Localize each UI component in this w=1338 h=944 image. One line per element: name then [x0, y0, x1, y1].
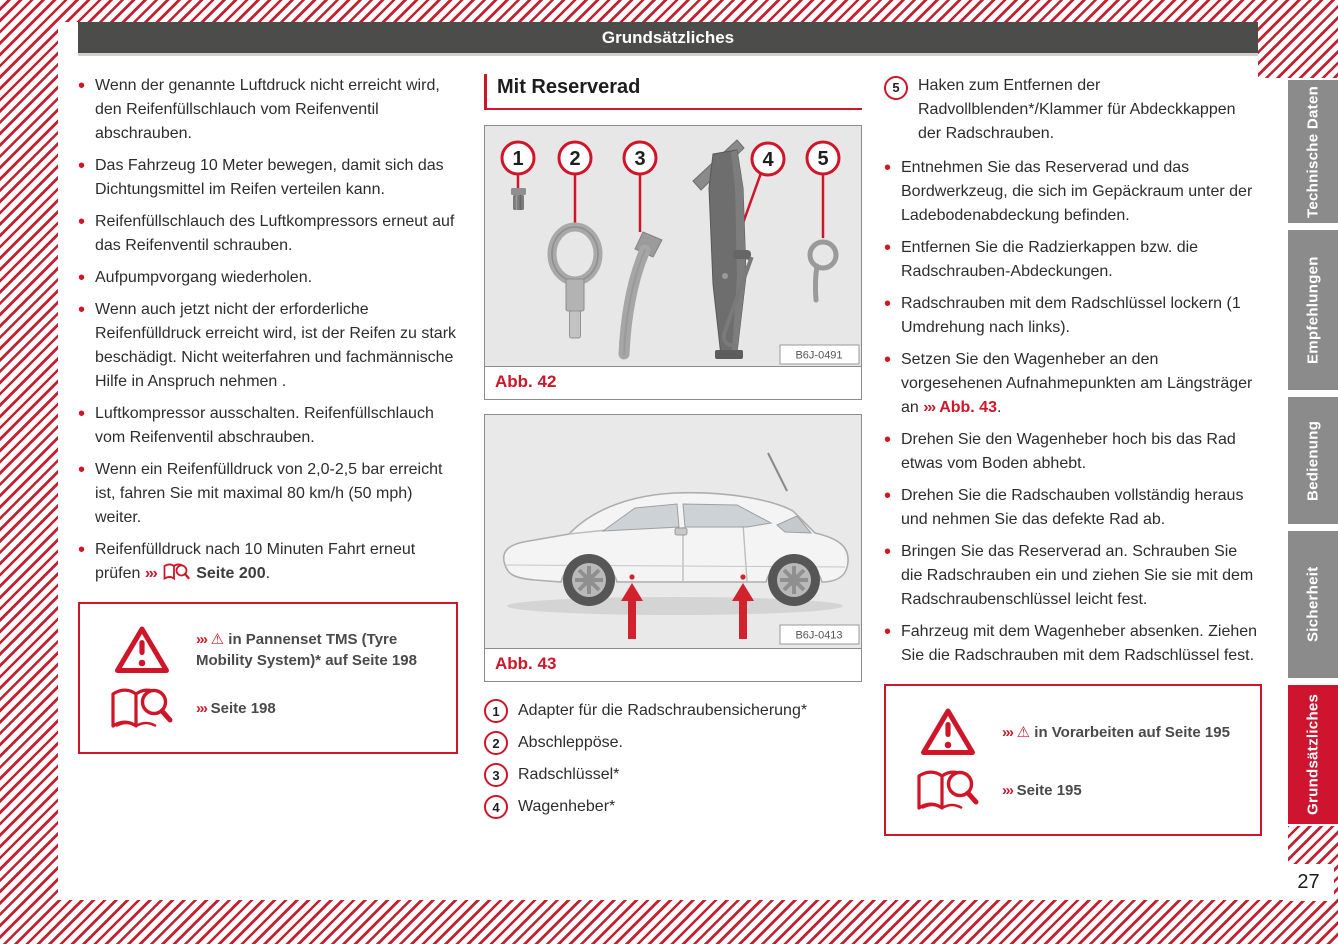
- page-reference-label: Seite 198: [210, 699, 276, 717]
- reference-chevrons: ›››: [196, 631, 207, 648]
- instruction-bullet: • Fahrzeug mit dem Wagenheber absenken. Ziehen Sie die Radschrauben mit dem Radschlüssel fest.: [884, 620, 1262, 668]
- legend-item: [484, 731, 862, 755]
- middle-column: [484, 74, 862, 827]
- right-column: [884, 74, 1262, 836]
- svg-text:3: 3: [634, 148, 646, 170]
- legend-number: 2: [484, 731, 508, 755]
- legend-item: [484, 699, 862, 723]
- page-reference-link[interactable]: Seite 200: [196, 565, 266, 582]
- figure-43: [484, 414, 862, 682]
- booklet-row: [88, 684, 448, 732]
- legend-number: 5: [884, 76, 908, 100]
- legend-item: [484, 795, 862, 819]
- warning-reference-box: [78, 602, 458, 754]
- instruction-bullet-with-reference: [884, 348, 1262, 420]
- warning-triangle-icon: [919, 706, 977, 758]
- warning-icon-cell: [88, 624, 196, 676]
- legend-item: [484, 763, 862, 787]
- warning-reference-text[interactable]: [196, 629, 448, 671]
- svg-text:5: 5: [817, 148, 829, 170]
- legend-label: Radschlüssel*: [518, 766, 620, 783]
- svg-text:4: 4: [762, 149, 774, 171]
- content-right-margin: [1258, 78, 1288, 900]
- reference-chevrons: ›››: [144, 565, 157, 582]
- inline-warning-icon: ⚠: [1016, 723, 1031, 741]
- tab-empfehlungen[interactable]: Empfehlungen: [1288, 230, 1338, 390]
- instruction-bullet: • Wenn auch jetzt nicht der erforderliche Reifenfülldruck erreicht wird, ist der Reifen zu stark beschädigt. Nicht weiterfahren und fachmännische Hilfe in Anspruch nehmen .: [78, 298, 458, 394]
- book-magnifier-icon: [915, 766, 981, 814]
- warning-row: [88, 624, 448, 676]
- reference-chevrons: ›››: [923, 399, 935, 416]
- legend-number: 4: [484, 795, 508, 819]
- tab-technische-daten[interactable]: Technische Daten: [1288, 80, 1338, 223]
- legend-number: 1: [484, 699, 508, 723]
- instruction-bullet: • Bringen Sie das Reserverad an. Schrauben Sie die Radschrauben ein und ziehen Sie sie mit dem Radschraubenschlüssel leicht fest.: [884, 540, 1262, 612]
- instruction-bullet: • Entnehmen Sie das Reserverad und das Bordwerkzeug, die sich im Gepäckraum unter der Ladebodenabdeckung befinden.: [884, 156, 1262, 228]
- figure-reference-link[interactable]: Abb. 43: [939, 399, 997, 416]
- chapter-title: Grundsätzliches: [601, 27, 735, 47]
- instruction-bullet: • Luftkompressor ausschalten. Reifenfüllschlauch vom Reifenventil abschrauben.: [78, 402, 458, 450]
- instruction-bullet: • Reifenfüllschlauch des Luftkompressors erneut auf das Reifenventil schrauben.: [78, 210, 458, 258]
- booklet-row: [894, 766, 1252, 814]
- page-number: 27: [1283, 864, 1334, 901]
- figure-code: B6J-0491: [795, 349, 843, 362]
- instruction-bullet-with-reference: [78, 538, 458, 586]
- legend-label: Abschleppöse.: [518, 734, 623, 751]
- chapter-header-bar: [78, 22, 1258, 53]
- instruction-bullet: • Entfernen Sie die Radzierkappen bzw. die Radschrauben-Abdeckungen.: [884, 236, 1262, 284]
- tab-bedienung[interactable]: Bedienung: [1288, 397, 1338, 524]
- page-reference-label: Seite 195: [1016, 781, 1082, 799]
- reference-chevrons: ›››: [1002, 723, 1013, 741]
- tools-illustration: [485, 126, 861, 367]
- booklet-icon-cell: [88, 684, 196, 732]
- warning-reference-label: in Pannenset TMS (Tyre Mobility System)* auf Seite 198: [196, 631, 417, 669]
- warning-reference-box: [884, 684, 1262, 836]
- reference-chevrons: ›››: [1002, 781, 1013, 799]
- instruction-bullet: • Aufpumpvorgang wiederholen.: [78, 266, 458, 290]
- legend-item-5: [884, 74, 1262, 146]
- instruction-bullet: • Drehen Sie die Radschauben vollständig heraus und nehmen Sie das defekte Rad ab.: [884, 484, 1262, 532]
- page-reference[interactable]: [1002, 780, 1088, 801]
- warning-reference-text[interactable]: [1002, 722, 1236, 743]
- figure-caption: Abb. 43: [495, 654, 557, 673]
- instruction-bullet: • Drehen Sie den Wagenheber hoch bis das Rad etwas vom Boden abhebt.: [884, 428, 1262, 476]
- svg-text:1: 1: [512, 148, 524, 170]
- figure-42: [484, 125, 862, 400]
- inline-warning-icon: ⚠: [210, 631, 225, 648]
- page-reference[interactable]: [196, 698, 282, 719]
- book-magnifier-icon: [163, 563, 190, 581]
- instruction-bullet: • Radschrauben mit dem Radschlüssel lockern (1 Umdrehung nach links).: [884, 292, 1262, 340]
- legend-label: Haken zum Entfernen der Radvollblenden*/Klammer für Abdeckkappen der Radschrauben.: [918, 77, 1236, 142]
- instruction-bullet: • Das Fahrzeug 10 Meter bewegen, damit sich das Dichtungsmittel im Reifen verteilen kann.: [78, 154, 458, 202]
- sentence-period: .: [265, 565, 271, 582]
- booklet-icon-cell: [894, 766, 1002, 814]
- figure-code: B6J-0413: [795, 629, 843, 642]
- figure-legend: [484, 699, 862, 819]
- legend-label: Wagenheber*: [518, 798, 616, 815]
- car-jack-points-illustration: [485, 415, 861, 649]
- reference-chevrons: ›››: [196, 699, 207, 717]
- left-column: [78, 74, 458, 754]
- book-magnifier-icon: [109, 684, 175, 732]
- tab-grundsaetzliches[interactable]: Grundsätzliches: [1288, 685, 1338, 824]
- section-heading: Mit Reserverad: [484, 74, 862, 110]
- instruction-bullet: • Wenn der genannte Luftdruck nicht erreicht wird, den Reifenfüllschlauch vom Reifenventil abschrauben.: [78, 74, 458, 146]
- warning-triangle-icon: [113, 624, 171, 676]
- legend-label: Adapter für die Radschraubensicherung*: [518, 702, 808, 719]
- bullet-text: Reifenfülldruck nach 10 Minuten Fahrt erneut prüfen: [95, 541, 416, 582]
- warning-icon-cell: [894, 706, 1002, 758]
- legend-number: 3: [484, 763, 508, 787]
- svg-text:2: 2: [569, 148, 581, 170]
- warning-row: [894, 706, 1252, 758]
- tab-sicherheit[interactable]: Sicherheit: [1288, 531, 1338, 678]
- bullet-text: Setzen Sie den Wagenheber an den vorgesehenen Aufnahmepunkten am Längsträger an: [901, 351, 1253, 416]
- sentence-period: .: [996, 399, 1002, 416]
- warning-reference-label: in Vorarbeiten auf Seite 195: [1034, 723, 1230, 741]
- instruction-bullet: • Wenn ein Reifenfülldruck von 2,0-2,5 bar erreicht ist, fahren Sie mit maximal 80 km/h (50 mph) weiter.: [78, 458, 458, 530]
- figure-caption: Abb. 42: [495, 372, 557, 391]
